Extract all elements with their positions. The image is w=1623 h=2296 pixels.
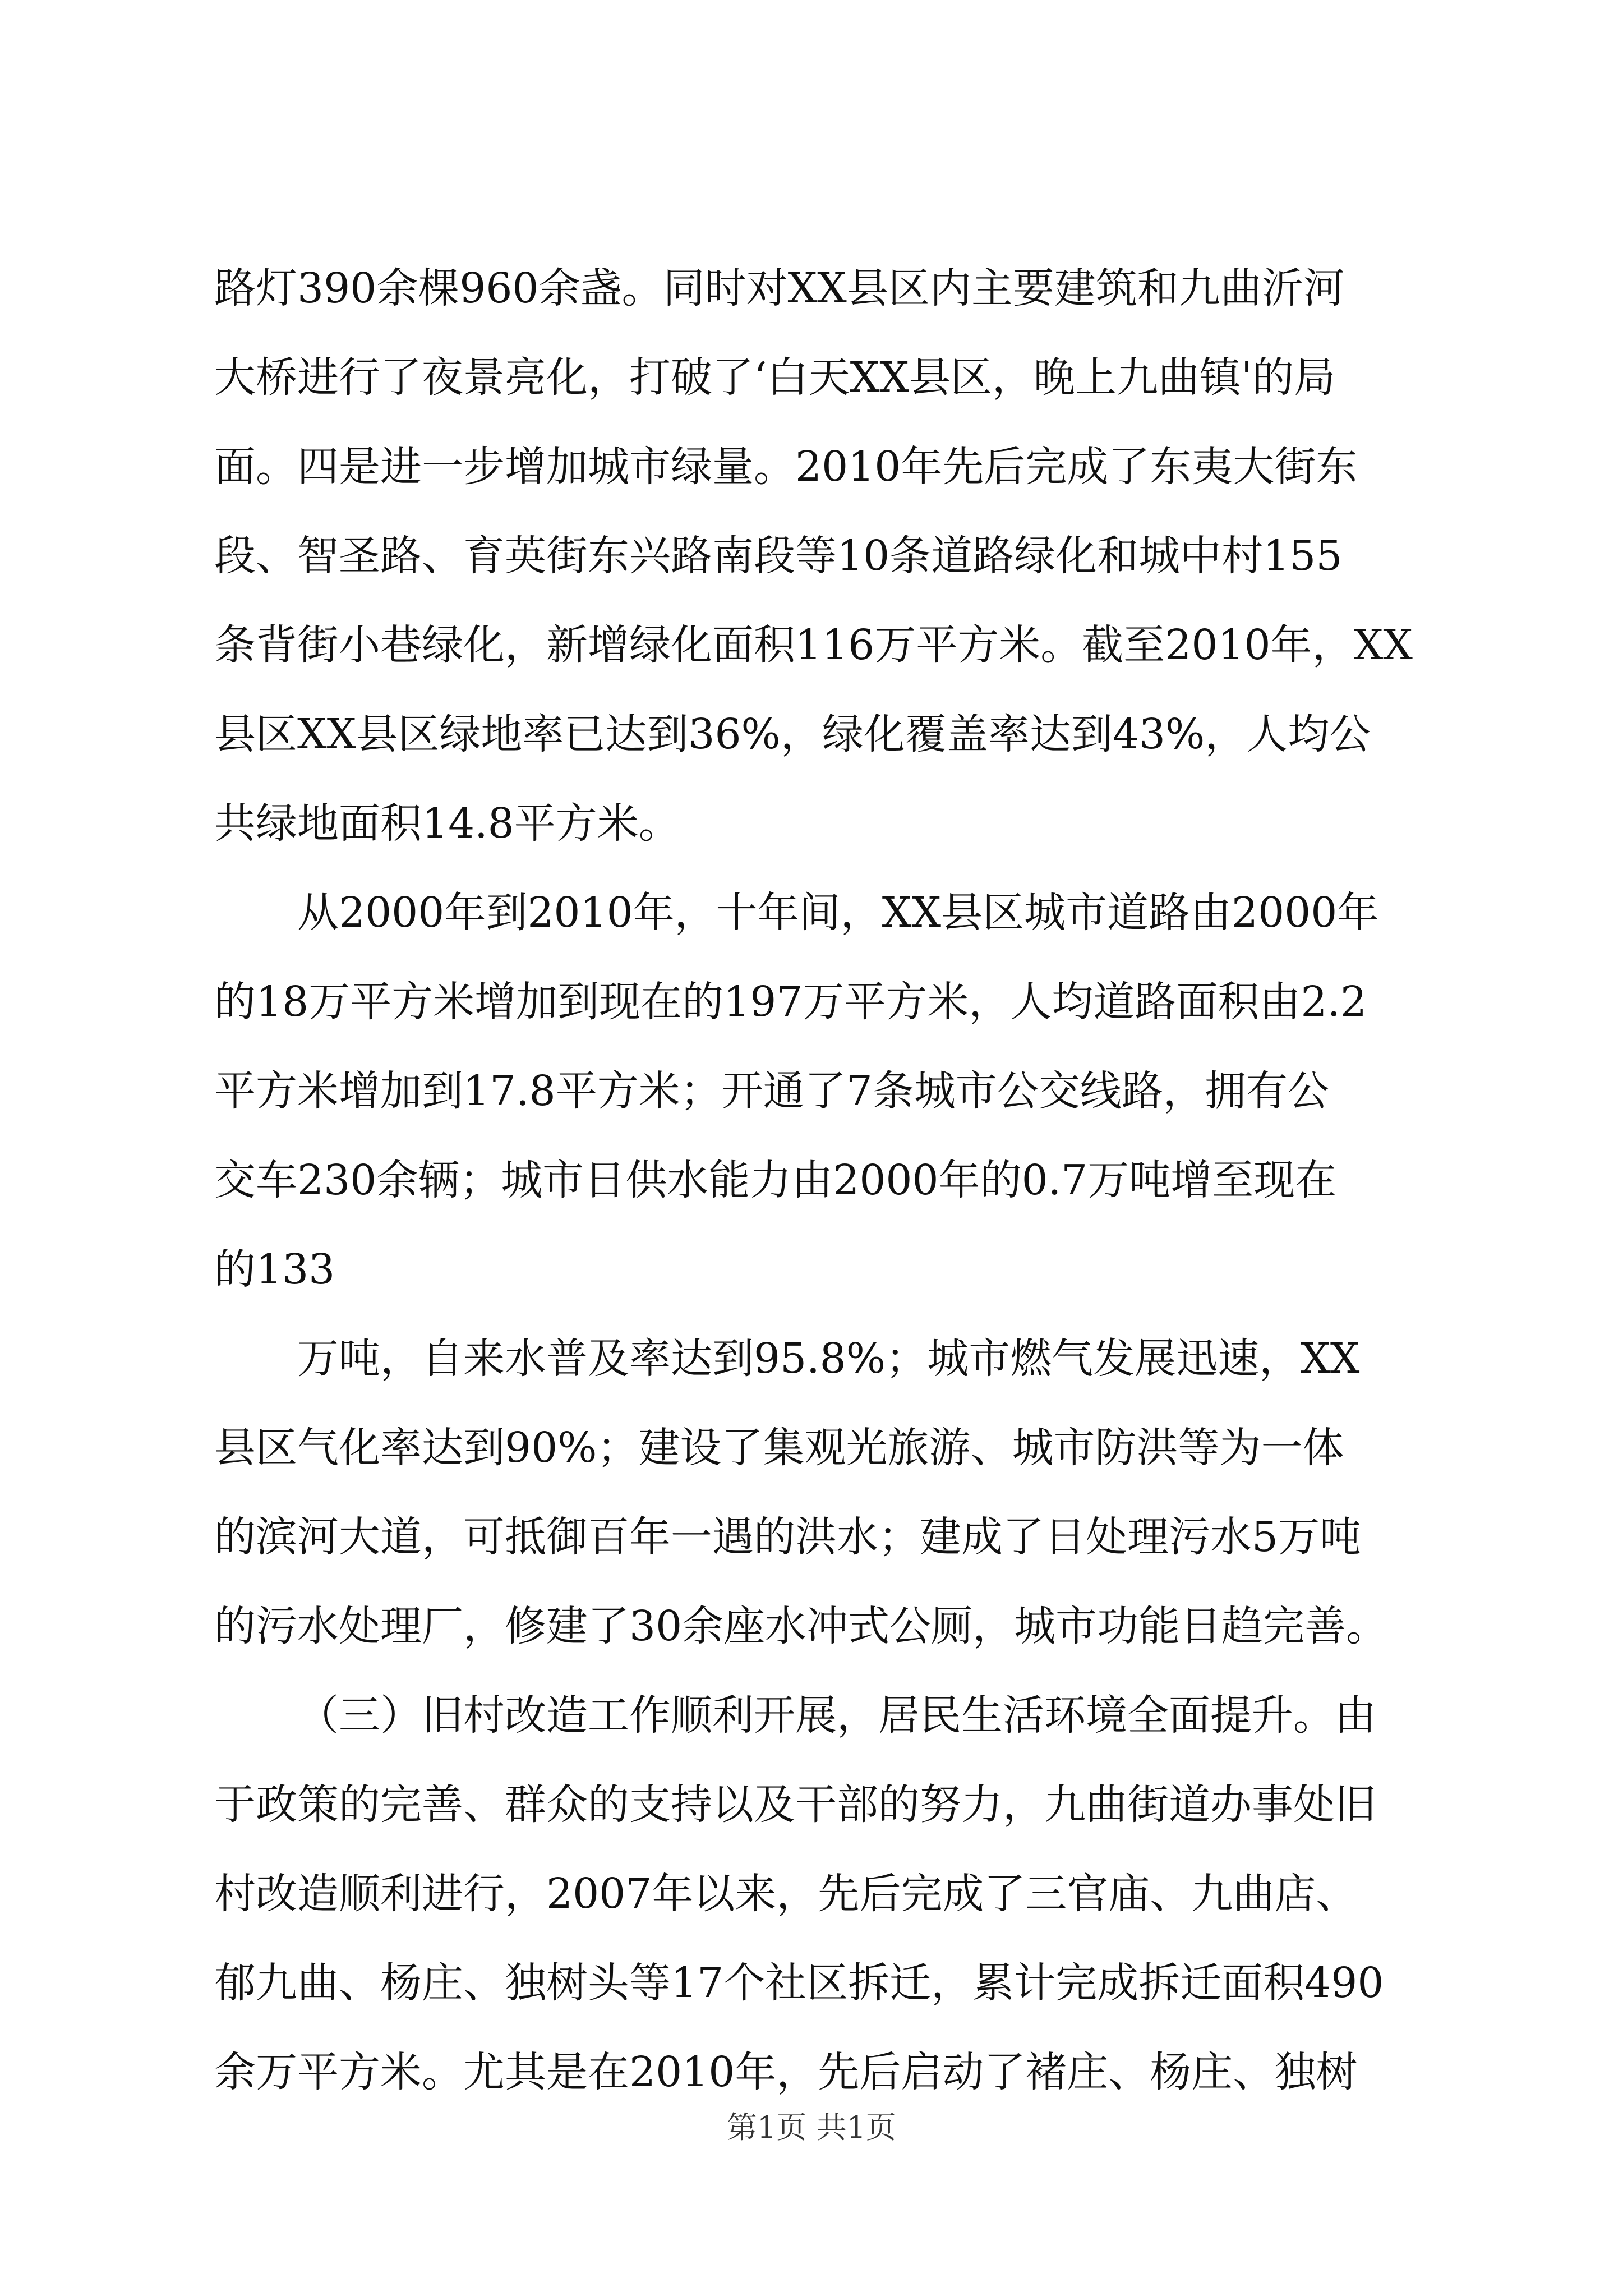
text-line: 路灯390余棵960余盏。同时对XX县区内主要建筑和九曲沂河 <box>214 264 1345 312</box>
text-line: 的污水处理厂，修建了30余座水冲式公厕，城市功能日趋完善。 <box>214 1602 1388 1650</box>
text-line: 共绿地面积14.8平方米。 <box>214 799 680 848</box>
paragraph-start-line: 从2000年到2010年，十年间，XX县区城市道路由2000年 <box>297 889 1379 937</box>
paragraph-start-line: 万吨，自来水普及率达到95.8%；城市燃气发展迅速，XX <box>297 1335 1360 1383</box>
text-line: 郁九曲、杨庄、独树头等17个社区拆迁，累计完成拆迁面积490 <box>214 1959 1384 2007</box>
text-line: 平方米增加到17.8平方米；开通了7条城市公交线路，拥有公 <box>214 1067 1329 1115</box>
text-line: 县区XX县区绿地率已达到36%，绿化覆盖率达到43%，人均公 <box>214 710 1371 758</box>
text-line: 面。四是进一步增加城市绿量。2010年先后完成了东夷大街东 <box>214 443 1358 491</box>
text-line: 大桥进行了夜景亮化，打破了‘白天XX县区，晚上九曲镇'的局 <box>214 353 1336 402</box>
text-line: 的18万平方米增加到现在的197万平方米，人均道路面积由2.2 <box>214 978 1367 1026</box>
text-line: 的133 <box>214 1245 335 1294</box>
section-heading-line: （三）旧村改造工作顺利开展，居民生活环境全面提升。由 <box>297 1691 1376 1740</box>
text-line: 段、智圣路、育英街东兴路南段等10条道路绿化和城中村155 <box>214 532 1343 580</box>
page-number-label: 第1页 共1页 <box>727 2110 896 2145</box>
text-line: 于政策的完善、群众的支持以及干部的努力，九曲街道办事处旧 <box>214 1780 1376 1829</box>
text-line: 条背街小巷绿化，新增绿化面积116万平方米。截至2010年，XX <box>214 621 1413 669</box>
text-line: 交车230余辆；城市日供水能力由2000年的0.7万吨增至现在 <box>214 1156 1337 1204</box>
page-footer <box>0 2104 1623 2147</box>
text-line: 村改造顺利进行，2007年以来，先后完成了三官庙、九曲店、 <box>214 1870 1358 1918</box>
text-line: 县区气化率达到90%；建设了集观光旅游、城市防洪等为一体 <box>214 1424 1344 1472</box>
text-line: 余万平方米。尤其是在2010年，先后启动了褚庄、杨庄、独树 <box>214 2048 1358 2096</box>
text-line: 的滨河大道，可抵御百年一遇的洪水；建成了日处理污水5万吨 <box>214 1513 1362 1561</box>
